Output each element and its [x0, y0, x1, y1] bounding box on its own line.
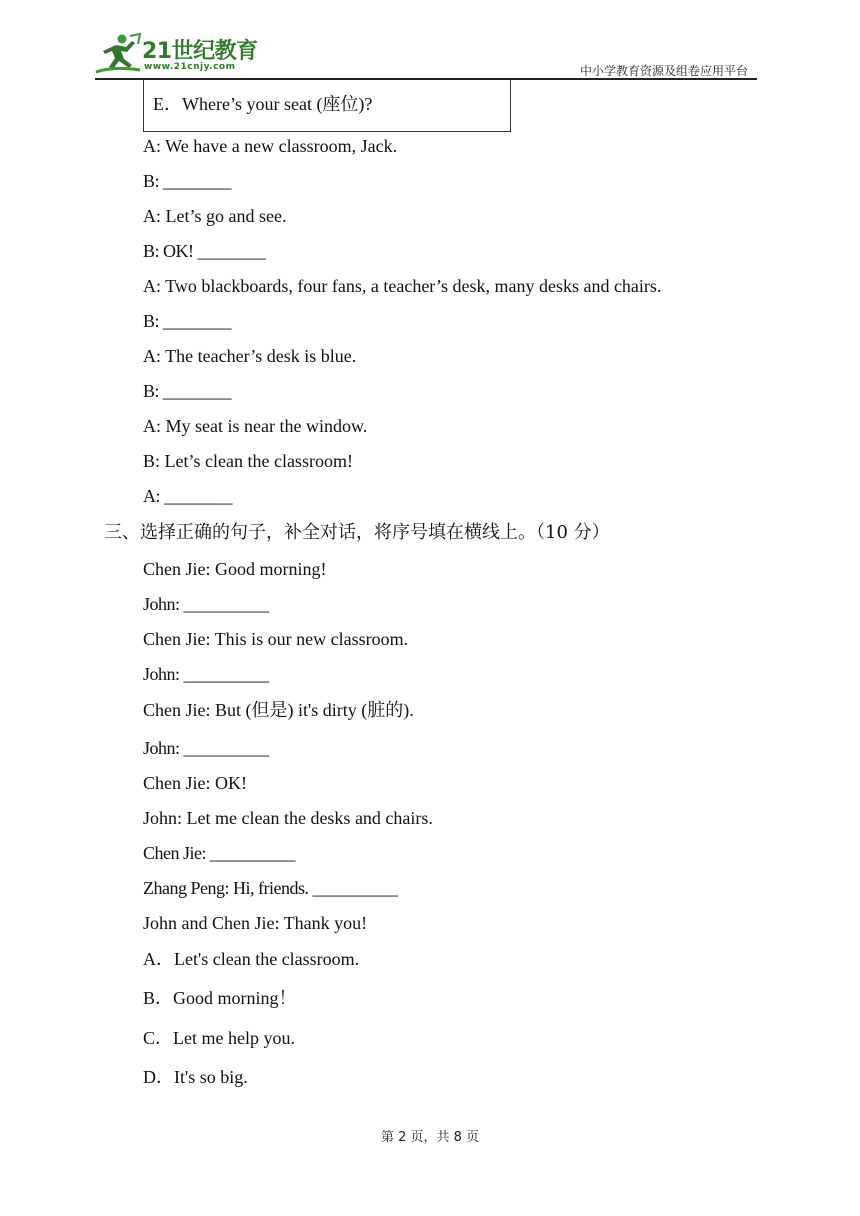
dialogue-line: B: ________: [143, 171, 232, 191]
section-3-title: 三、选择正确的句子，补全对话，将序号填在横线上。（10 分）: [104, 522, 610, 543]
dialogue-line: A: Two blackboards, four fans, a teacher’s desk, many desks and chairs.: [143, 276, 662, 296]
dialogue-line: Chen Jie: But (但是) it's dirty (脏的).: [143, 700, 414, 720]
dialogue-line: John: __________: [143, 738, 269, 758]
runner-logo-icon: [94, 32, 144, 76]
dialogue-line: John: __________: [143, 594, 269, 614]
site-logo: [94, 32, 264, 76]
dialogue-line: Chen Jie: This is our new classroom.: [143, 629, 409, 649]
option-b: B．Good morning！: [143, 988, 297, 1008]
option-a: A．Let's clean the classroom.: [143, 949, 360, 969]
dialogue-line: B: OK! ________: [143, 241, 266, 261]
dialogue-line: Chen Jie: Good morning!: [143, 559, 327, 579]
dialogue-line: B: ________: [143, 311, 232, 331]
dialogue-line: John and Chen Jie: Thank you!: [143, 913, 368, 933]
page-header: [0, 0, 860, 82]
dialogue-line: John: __________: [143, 664, 269, 684]
option-e: E．Where’s your seat (座位)?: [153, 94, 373, 114]
dialogue-line: B: Let’s clean the classroom!: [143, 451, 353, 471]
dialogue-line: A: My seat is near the window.: [143, 416, 368, 436]
dialogue-line: Chen Jie: OK!: [143, 773, 247, 793]
dialogue-line: John: Let me clean the desks and chairs.: [143, 808, 433, 828]
dialogue-line: A: Let’s go and see.: [143, 206, 287, 226]
dialogue-line: Chen Jie: __________: [143, 843, 295, 863]
dialogue-line: Zhang Peng: Hi, friends. __________: [143, 878, 398, 898]
option-d: D．It's so big.: [143, 1067, 248, 1087]
dialogue-line: A: The teacher’s desk is blue.: [143, 346, 357, 366]
dialogue-line: A: We have a new classroom, Jack.: [143, 136, 398, 156]
dialogue-line: B: ________: [143, 381, 232, 401]
platform-title: 中小学教育资源及组卷应用平台: [579, 64, 748, 78]
logo-url: www.21cnjy.com: [144, 62, 236, 72]
option-c: C．Let me help you.: [143, 1028, 295, 1048]
dialogue-line: A: ________: [143, 486, 232, 506]
page-footer: 第 2 页，共 8 页: [380, 1130, 480, 1145]
logo-text: 21世纪教育: [142, 39, 258, 64]
option-box: [143, 80, 511, 132]
